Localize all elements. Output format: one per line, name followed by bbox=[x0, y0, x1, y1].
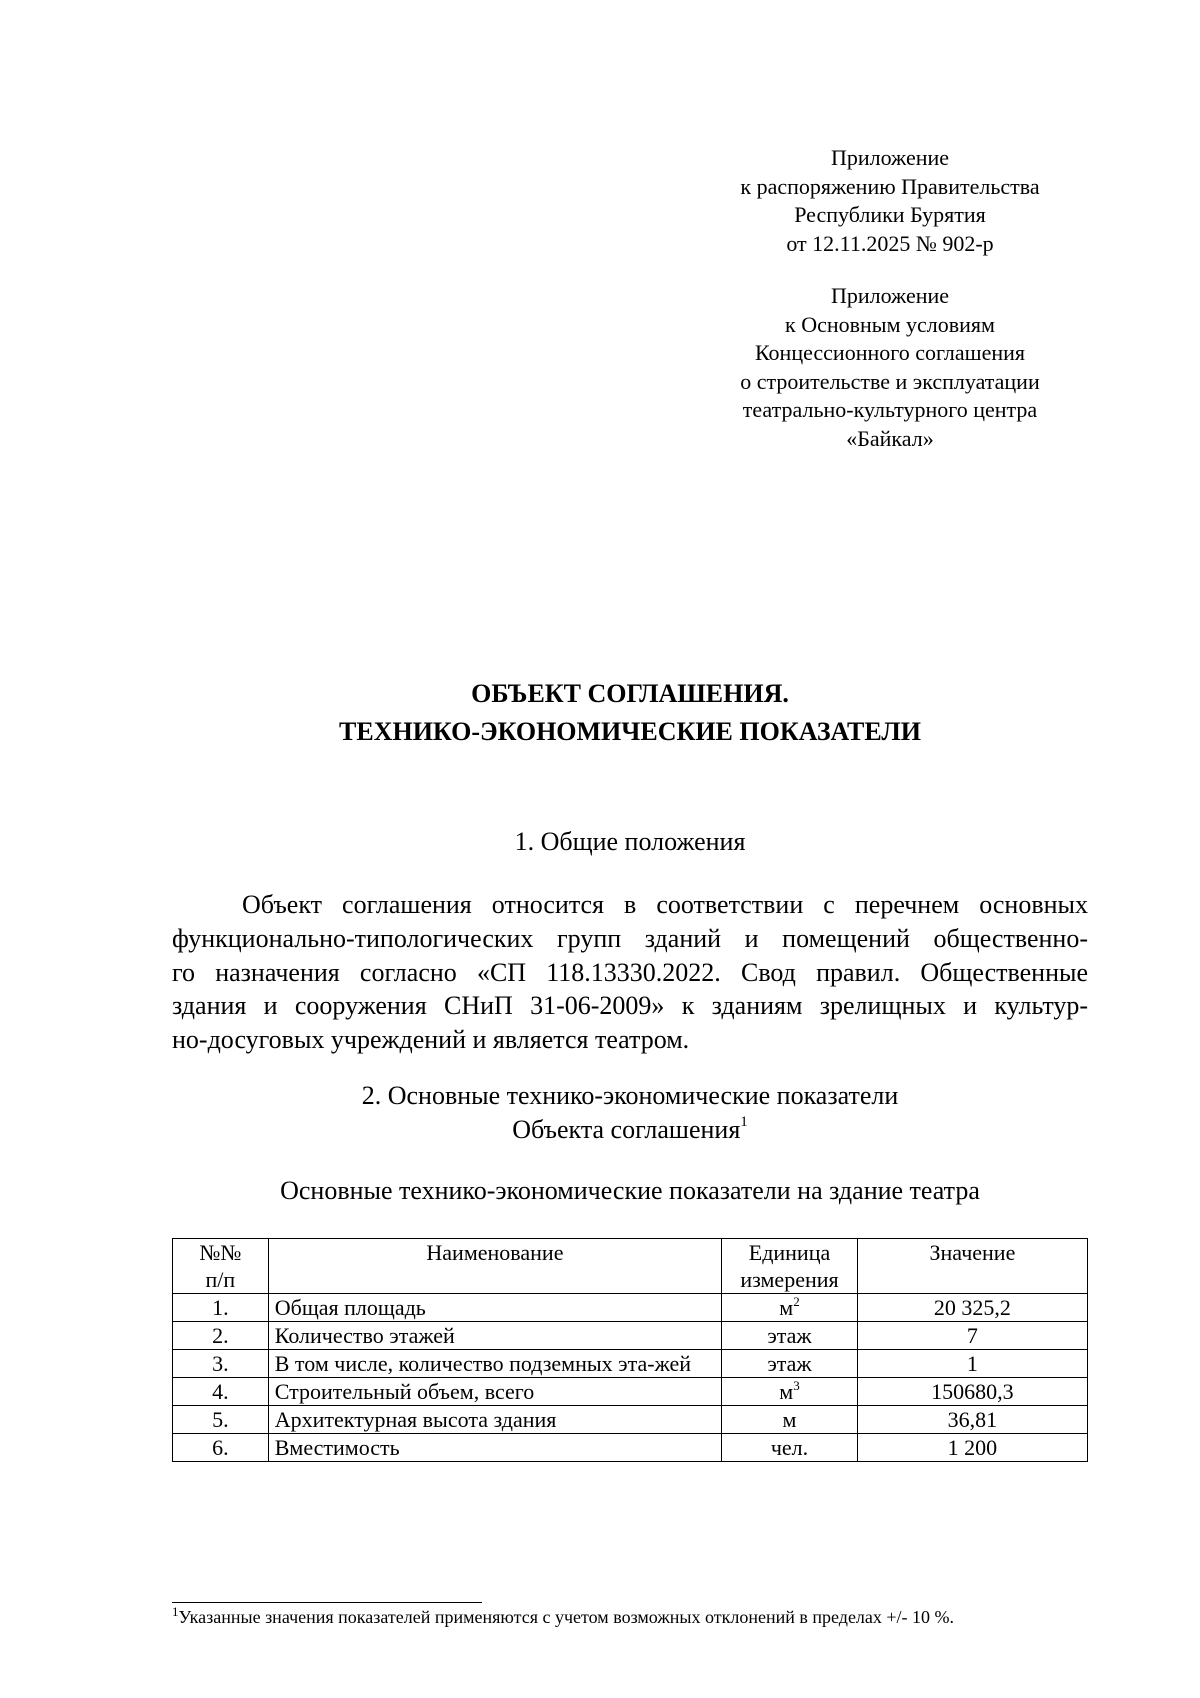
stamp-line: к распоряжению Правительства bbox=[740, 173, 1040, 199]
row-number: 4. bbox=[173, 1378, 269, 1406]
table-row bbox=[173, 1350, 1088, 1378]
row-name: Общая площадь bbox=[268, 1294, 721, 1322]
title-line: ОБЪЕКТ СОГЛАШЕНИЯ. bbox=[471, 679, 789, 708]
stamp-line: к Основным условиям bbox=[785, 311, 995, 337]
row-value: 36,81 bbox=[857, 1406, 1087, 1434]
row-unit: $м^3$ bbox=[722, 1378, 858, 1406]
row-unit: $м^2$ bbox=[722, 1294, 858, 1322]
row-unit: м bbox=[722, 1406, 858, 1434]
footnote-mark: 1 bbox=[172, 1604, 179, 1619]
row-name: Строительный объем, всего bbox=[268, 1378, 721, 1406]
row-number: 1. bbox=[173, 1294, 269, 1322]
footnote-reference[interactable]: 1 bbox=[740, 1114, 748, 1130]
footnote-text: Указанные значения показателей применяются с учетом возможных отклонений в пределах +/- 10 %. bbox=[178, 1607, 955, 1627]
paragraph-line: Объект соглашения относится в соответствии с перечнем основных bbox=[242, 890, 1088, 919]
row-value: 20 325,2 bbox=[857, 1294, 1087, 1322]
title-line: ТЕХНИКО-ЭКОНОМИЧЕСКИЕ ПОКАЗАТЕЛИ bbox=[339, 717, 921, 746]
row-value: 150680,3 bbox=[857, 1378, 1087, 1406]
indicators-table bbox=[172, 1238, 1088, 1462]
stamp-line: Приложение bbox=[830, 283, 950, 308]
heading-line bbox=[172, 1113, 1088, 1147]
row-value: 1 bbox=[857, 1350, 1087, 1378]
row-name: Количество этажей bbox=[268, 1322, 721, 1350]
section-2-heading bbox=[172, 1079, 1088, 1147]
footnote-separator bbox=[172, 1602, 482, 1603]
stamp-line: Приложение bbox=[830, 145, 950, 170]
heading-line: 2. Основные технико-экономические показатели bbox=[361, 1081, 899, 1110]
approval-stamp bbox=[700, 144, 1080, 258]
table-row bbox=[173, 1294, 1088, 1322]
stamp-line: о строительстве и эксплуатации bbox=[740, 368, 1040, 394]
row-number: 6. bbox=[173, 1434, 269, 1462]
appendix-stamp bbox=[700, 282, 1080, 453]
table-row bbox=[173, 1406, 1088, 1434]
row-name: В том числе, количество подземных эта-жей bbox=[268, 1350, 721, 1378]
row-value: 7 bbox=[857, 1322, 1087, 1350]
document-title bbox=[172, 675, 1088, 751]
column-header-value: Значение bbox=[857, 1239, 1087, 1294]
footnote bbox=[172, 1606, 954, 1628]
row-number: 3. bbox=[173, 1350, 269, 1378]
row-number: 5. bbox=[173, 1406, 269, 1434]
row-name: Архитектурная высота здания bbox=[268, 1406, 721, 1434]
paragraph-line: но-досуговых учреждений и является театром. bbox=[172, 1025, 690, 1055]
table-row bbox=[173, 1378, 1088, 1406]
column-header-name: Наименование bbox=[268, 1239, 721, 1294]
table-caption: Основные технико-экономические показатели на здание театра bbox=[280, 1176, 980, 1205]
heading-text: Объекта соглашения bbox=[512, 1115, 741, 1144]
paragraph-line: функционально-типологических групп зданий и помещений общественно- bbox=[172, 923, 1088, 953]
stamp-line: театрально-культурного центра bbox=[742, 397, 1038, 422]
stamp-line: от 12.11.2025 № 902-р bbox=[786, 230, 994, 256]
column-header-unit: Единица измерения bbox=[722, 1239, 858, 1294]
column-header-number: №№ п/п bbox=[173, 1239, 269, 1294]
stamp-line: Концессионного соглашения bbox=[754, 340, 1026, 365]
table-row bbox=[173, 1322, 1088, 1350]
row-unit: чел. bbox=[722, 1434, 858, 1462]
row-unit: этаж bbox=[722, 1322, 858, 1350]
stamp-line: Республики Бурятия bbox=[794, 202, 986, 227]
paragraph-line: го назначения согласно «СП 118.13330.2022. Свод правил. Общественные bbox=[172, 957, 1088, 987]
table-header-row bbox=[173, 1239, 1088, 1294]
row-value: 1 200 bbox=[857, 1434, 1087, 1462]
section-1-heading: 1. Общие положения bbox=[514, 827, 746, 856]
row-unit: этаж bbox=[722, 1350, 858, 1378]
row-number: 2. bbox=[173, 1322, 269, 1350]
stamp-line: «Байкал» bbox=[846, 425, 934, 451]
row-name: Вместимость bbox=[268, 1434, 721, 1462]
table-row bbox=[173, 1434, 1088, 1462]
paragraph-line: здания и сооружения СНиП 31-06-2009» к зданиям зрелищных и культур- bbox=[172, 991, 1088, 1021]
section-1-paragraph bbox=[172, 888, 1088, 1057]
